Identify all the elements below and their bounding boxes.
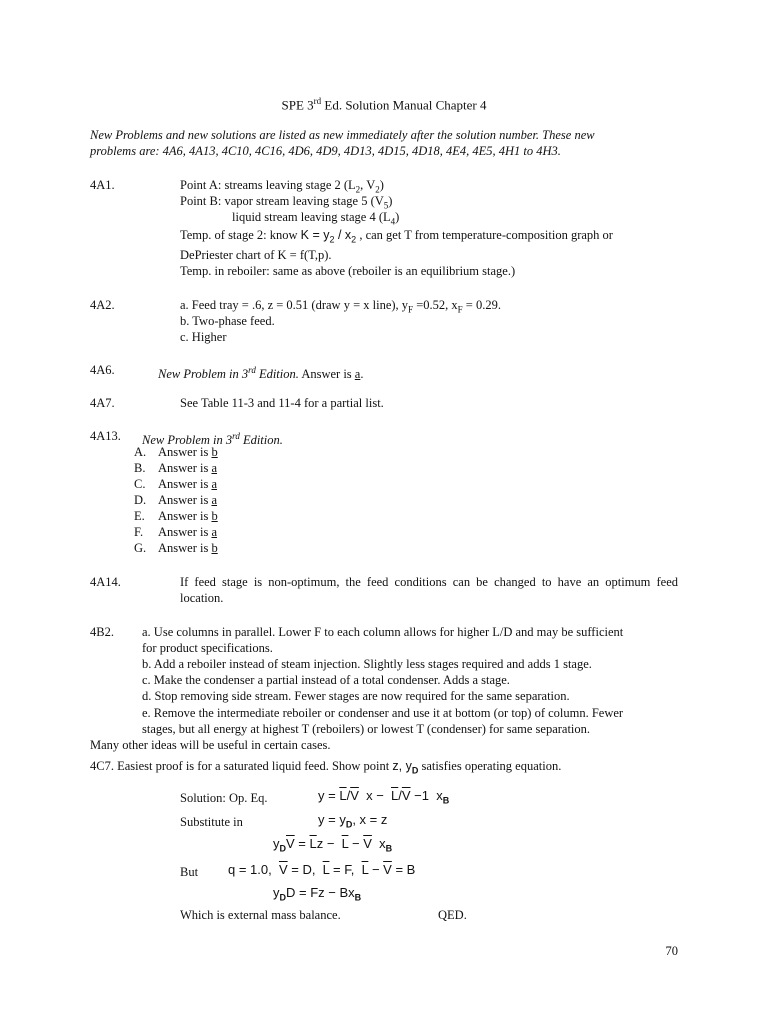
but-label: But [180, 865, 199, 879]
list-item: G. Answer is b [134, 541, 218, 555]
mass-balance-equation: $y_DD = Fz - Bx_B$ [273, 885, 362, 903]
table-reference: See Table 11-3 and 11-4 for a partial list. [180, 396, 384, 410]
item-4b2-e-2: stages, but all energy at highest T (reboilers) or lowest T (condenser) for same separation. [142, 722, 591, 736]
qed-text: QED. [438, 908, 467, 922]
item-4b2-e-1: e. Remove the intermediate reboiler or condenser and use it at bottom (or top) of column. Fewer [142, 706, 624, 720]
higher-line: c. Higher [180, 330, 227, 344]
mass-balance-text: Which is external mass balance. [180, 908, 341, 922]
problem-label-4a7: 4A7. [90, 396, 115, 410]
feed-tray-line: a. Feed tray = .6, z = 0.51 (draw y = x line), $y_F =0.52$, $x_F = 0.29$. [180, 298, 501, 315]
condition-equation: q = 1.0, $\overline{V} = D$, $\overline{L} = F$, $\overline{L} - \overline{V} = B$ [228, 862, 416, 877]
list-item: E. Answer is b [134, 509, 218, 523]
problem-label-4a13: 4A13. [90, 429, 121, 443]
depriester-line: DePriester chart of K = f(T,p). [180, 248, 332, 262]
item-4b2-b: b. Add a reboiler instead of steam injection. Slightly less stages required and adds 1 stage. [142, 657, 592, 671]
list-item: F. Answer is a [134, 525, 218, 539]
new-problem-4a13: New Problem in 3rd Edition. [142, 431, 283, 448]
solution-label: Solution: Op. Eq. [180, 791, 268, 805]
item-4b2-a-1: a. Use columns in parallel. Lower F to each column allows for higher L/D and may be sufficient [142, 625, 624, 639]
many-ideas-line: Many other ideas will be useful in certain cases. [90, 738, 331, 752]
page-number: 70 [665, 944, 678, 958]
item-4b2-d: d. Stop removing side stream. Fewer stages are now required for the same separation. [142, 689, 570, 703]
operating-equation: $y = \overline{L}/\overline{V}$ $x - \overline{L}/\overline{V} -1$ $x_B$ [318, 788, 450, 806]
item-4b2-c: c. Make the condenser a partial instead of a total condenser. Adds a stage. [142, 673, 510, 687]
intro-line-2: problems are: 4A6, 4A13, 4C10, 4C16, 4D6, 4D9, 4D13, 4D15, 4D18, 4E4, 4E5, 4H1 to 4H3. [90, 144, 561, 158]
problem-label-4a6: 4A6. [90, 363, 115, 377]
proof-lead-line: 4C7. Easiest proof is for a saturated liquid feed. Show point z, $y_D$ satisfies operating equation. [90, 759, 562, 776]
liquid-stream-line: liquid stream leaving stage 4 $(L_4)$ [232, 210, 400, 227]
substitution-equation: $y = y_D$, x = z [318, 812, 388, 830]
reboiler-line: Temp. in reboiler: same as above (reboiler is an equilibrium stage.) [180, 264, 516, 278]
feed-stage-text: If feed stage is non-optimum, the feed conditions can be changed to have an optimum feed location. [180, 575, 678, 605]
page-title: SPE 3rd Ed. Solution Manual Chapter 4 [281, 96, 487, 113]
temp-stage-line: Temp. of stage 2: know $K = y_2 / x_2$ , can get T from temperature-composition graph or [180, 228, 613, 245]
intro-line-1: New Problems and new solutions are listed as new immediately after the solution number. These new [90, 128, 595, 142]
problem-label-4a2: 4A2. [90, 298, 115, 312]
list-item: D. Answer is a [134, 493, 218, 507]
point-b-line: Point B: vapor stream leaving stage 5 $(V_5)$ [180, 194, 393, 211]
item-4b2-a-2: for product specifications. [142, 641, 273, 655]
two-phase-line: b. Two-phase feed. [180, 314, 275, 328]
problem-label-4a14: 4A14. [90, 575, 121, 589]
problem-label-4a1: 4A1. [90, 178, 115, 192]
substituted-equation: $y_D\overline{V} = \overline{L}z - \overline{L} - \overline{V}$ $x_B$ [273, 836, 393, 854]
problem-label-4b2: 4B2. [90, 625, 114, 639]
answer-4a6: New Problem in 3rd Edition. Answer is a. [158, 365, 364, 382]
substitute-label: Substitute in [180, 815, 243, 829]
list-item: A. Answer is b [134, 445, 218, 459]
list-item: B. Answer is a [134, 461, 218, 475]
point-a-line: Point A: streams leaving stage 2 ($L_2$, $V_2$) [180, 178, 384, 195]
list-item: C. Answer is a [134, 477, 218, 491]
